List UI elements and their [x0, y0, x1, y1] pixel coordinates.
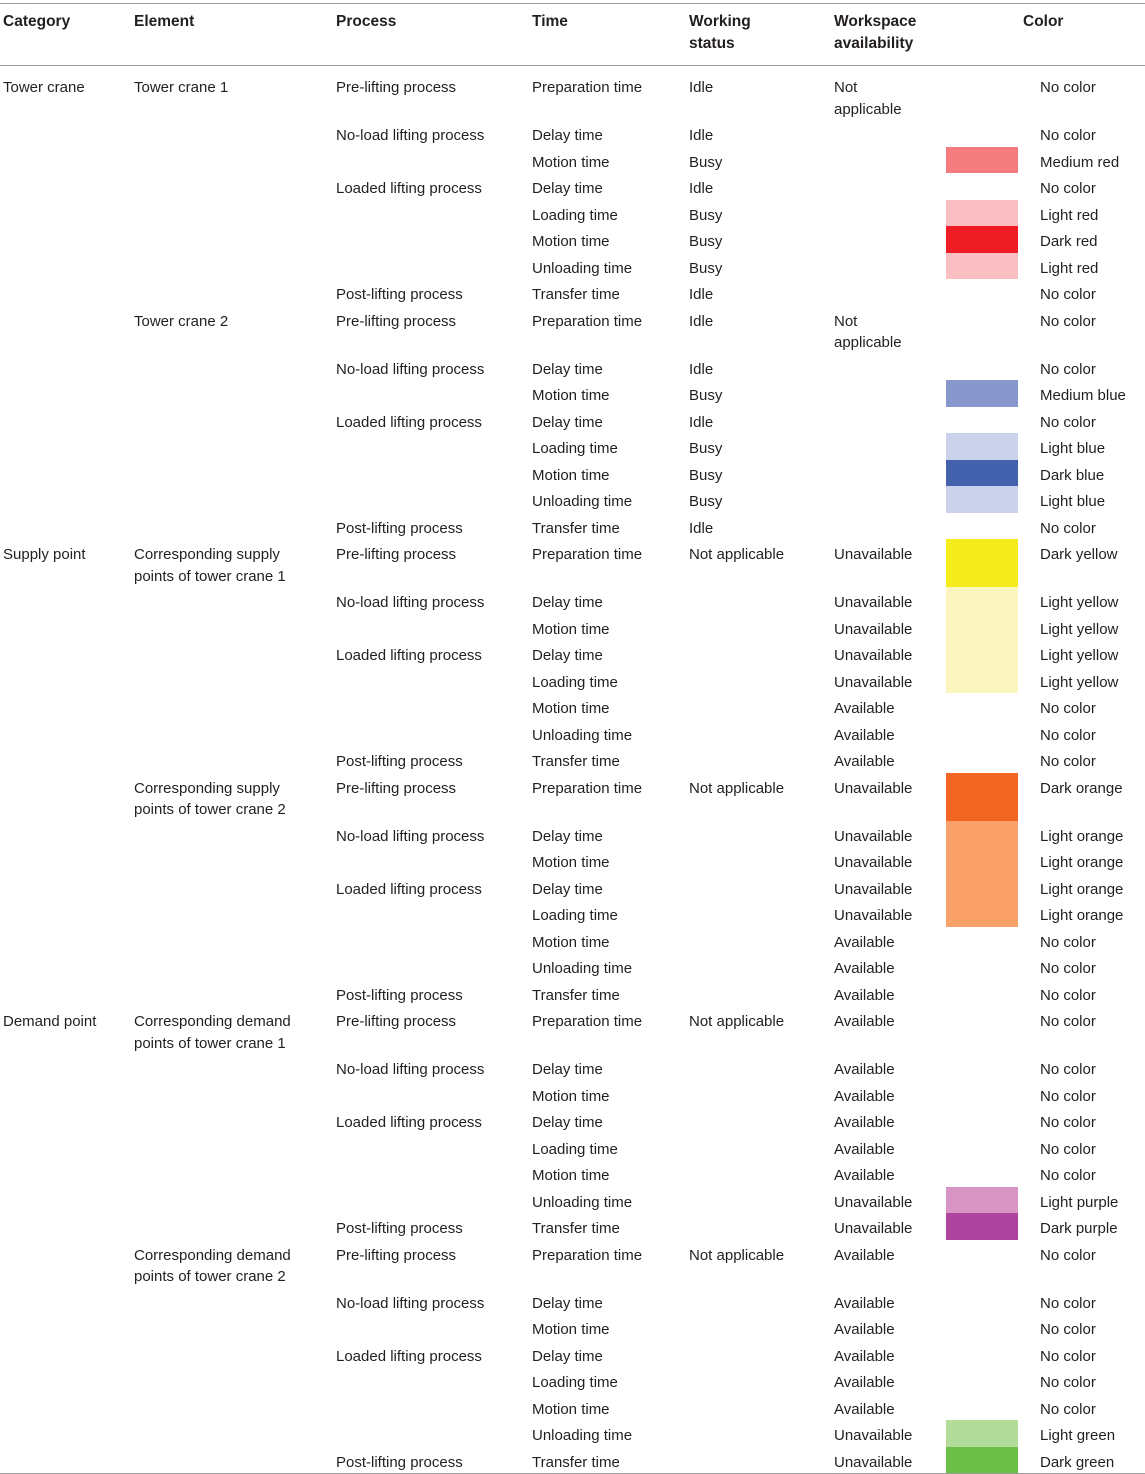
- cell-workspace-availability: applicable: [834, 334, 902, 352]
- cell-workspace-availability: Unavailable: [834, 673, 913, 691]
- table-top-rule: [0, 3, 1145, 4]
- cell-workspace-availability: Unavailable: [834, 1427, 913, 1444]
- cell-time: Loading time: [532, 907, 618, 924]
- cell-time: Motion time: [532, 153, 610, 171]
- header-time: Time: [532, 13, 568, 30]
- cell-color-name: Light purple: [1040, 1193, 1119, 1211]
- cell-time: Motion time: [532, 1321, 610, 1338]
- cell-workspace-availability: Available: [834, 1167, 895, 1184]
- cell-working-status: Busy: [689, 233, 723, 250]
- cell-color-name: No color: [1040, 1400, 1096, 1418]
- cell-working-status: Idle: [689, 312, 714, 330]
- cell-process: Pre-lifting process: [336, 1013, 457, 1030]
- cell-time: Delay time: [532, 1347, 603, 1365]
- cell-color-name: Medium blue: [1040, 387, 1126, 404]
- header-process: Process: [336, 13, 397, 30]
- cell-workspace-availability: Available: [834, 986, 895, 1004]
- cell-workspace-availability: Unavailable: [834, 1193, 913, 1211]
- cell-color-name: Light yellow: [1040, 673, 1119, 691]
- cell-time: Preparation time: [532, 79, 643, 96]
- cell-element: Corresponding demand: [134, 1246, 291, 1264]
- cell-time: Preparation time: [532, 546, 643, 563]
- cell-time: Delay time: [532, 594, 603, 611]
- cell-color-name: Light green: [1040, 1427, 1116, 1444]
- cell-color-name: Light yellow: [1040, 594, 1119, 611]
- cell-process: No-load lifting process: [336, 1294, 485, 1312]
- cell-workspace-availability: Unavailable: [834, 546, 913, 563]
- cell-element: points of tower crane 1: [134, 567, 286, 585]
- cell-color-name: No color: [1040, 127, 1096, 144]
- cell-color-name: No color: [1040, 312, 1096, 330]
- cell-category: Demand point: [3, 1013, 97, 1030]
- cell-working-status: Busy: [689, 387, 723, 404]
- cell-working-status: Idle: [689, 286, 714, 303]
- color-swatch: [946, 253, 1018, 280]
- cell-working-status: Not applicable: [689, 1246, 785, 1264]
- cell-time: Unloading time: [532, 493, 633, 510]
- cell-process: No-load lifting process: [336, 1061, 485, 1078]
- cell-process: Pre-lifting process: [336, 546, 457, 563]
- cell-color-name: No color: [1040, 1114, 1096, 1131]
- cell-working-status: Busy: [689, 259, 723, 277]
- cell-workspace-availability: Available: [834, 1013, 895, 1030]
- color-swatch: [946, 433, 1018, 460]
- cell-time: Transfer time: [532, 519, 620, 537]
- cell-process: Pre-lifting process: [336, 779, 457, 797]
- cell-time: Motion time: [532, 466, 610, 484]
- cell-process: No-load lifting process: [336, 827, 485, 845]
- cell-process: Loaded lifting process: [336, 880, 482, 898]
- cell-color-name: Light orange: [1040, 854, 1124, 871]
- cell-process: Pre-lifting process: [336, 312, 457, 330]
- color-swatch: [946, 460, 1018, 487]
- cell-working-status: Idle: [689, 79, 714, 96]
- cell-color-name: No color: [1040, 413, 1096, 431]
- cell-color-name: No color: [1040, 1374, 1096, 1391]
- cell-time: Delay time: [532, 180, 603, 197]
- cell-process: Post-lifting process: [336, 286, 463, 303]
- cell-time: Delay time: [532, 1294, 603, 1312]
- cell-workspace-availability: Available: [834, 1246, 895, 1264]
- cell-process: No-load lifting process: [336, 360, 485, 378]
- cell-color-name: Dark blue: [1040, 466, 1105, 484]
- cell-workspace-availability: Unavailable: [834, 880, 913, 898]
- cell-time: Transfer time: [532, 1220, 620, 1237]
- cell-color-name: No color: [1040, 360, 1096, 378]
- cell-time: Loading time: [532, 206, 618, 224]
- cell-working-status: Not applicable: [689, 779, 785, 797]
- cell-color-name: Dark red: [1040, 233, 1098, 250]
- cell-workspace-availability: Available: [834, 1087, 895, 1105]
- cell-workspace-availability: Available: [834, 726, 895, 744]
- cell-color-name: No color: [1040, 1347, 1096, 1365]
- cell-workspace-availability: Unavailable: [834, 1453, 913, 1471]
- cell-color-name: Light red: [1040, 206, 1099, 224]
- cell-process: Post-lifting process: [336, 986, 463, 1004]
- cell-time: Preparation time: [532, 1013, 643, 1030]
- color-swatch: [946, 380, 1018, 407]
- cell-workspace-availability: Available: [834, 753, 895, 770]
- cell-color-name: No color: [1040, 1294, 1096, 1312]
- cell-time: Preparation time: [532, 779, 643, 797]
- cell-workspace-availability: Available: [834, 1061, 895, 1078]
- cell-time: Transfer time: [532, 753, 620, 770]
- cell-color-name: Light blue: [1040, 493, 1106, 510]
- cell-workspace-availability: Available: [834, 1114, 895, 1131]
- cell-color-name: Light blue: [1040, 440, 1106, 457]
- cell-category: Tower crane: [3, 79, 85, 96]
- cell-workspace-availability: Available: [834, 1294, 895, 1312]
- cell-time: Transfer time: [532, 286, 620, 303]
- cell-color-name: Light orange: [1040, 907, 1124, 924]
- color-swatch: [946, 773, 1018, 821]
- cell-workspace-availability: Unavailable: [834, 827, 913, 845]
- cell-element: points of tower crane 2: [134, 1268, 286, 1286]
- cell-working-status: Idle: [689, 519, 714, 537]
- cell-workspace-availability: Unavailable: [834, 854, 913, 871]
- cell-workspace-availability: Available: [834, 960, 895, 977]
- cell-time: Transfer time: [532, 1453, 620, 1471]
- cell-working-status: Busy: [689, 440, 723, 457]
- cell-color-name: No color: [1040, 1246, 1096, 1264]
- cell-working-status: Busy: [689, 153, 723, 171]
- cell-time: Delay time: [532, 127, 603, 144]
- cell-time: Delay time: [532, 880, 603, 898]
- cell-time: Loading time: [532, 673, 618, 691]
- cell-color-name: No color: [1040, 1087, 1096, 1105]
- cell-time: Delay time: [532, 1114, 603, 1131]
- cell-time: Loading time: [532, 1374, 618, 1391]
- cell-process: Pre-lifting process: [336, 1246, 457, 1264]
- cell-time: Unloading time: [532, 1427, 633, 1444]
- cell-workspace-availability: Available: [834, 1374, 895, 1391]
- cell-time: Motion time: [532, 1087, 610, 1105]
- cell-element: points of tower crane 1: [134, 1034, 286, 1052]
- cell-process: Post-lifting process: [336, 753, 463, 770]
- header-bottom-rule: [0, 65, 1145, 66]
- cell-workspace-availability: Unavailable: [834, 907, 913, 924]
- cell-time: Motion time: [532, 620, 610, 638]
- cell-color-name: Medium red: [1040, 153, 1120, 171]
- cell-process: Pre-lifting process: [336, 79, 457, 96]
- cell-color-name: Dark green: [1040, 1453, 1115, 1471]
- cell-time: Delay time: [532, 827, 603, 845]
- cell-element: Tower crane 2: [134, 312, 229, 330]
- cell-workspace-availability: Available: [834, 700, 895, 717]
- cell-color-name: No color: [1040, 286, 1096, 303]
- cell-color-name: Light yellow: [1040, 620, 1119, 638]
- cell-workspace-availability: Unavailable: [834, 779, 913, 797]
- color-swatch: [946, 539, 1018, 587]
- cell-color-name: Light orange: [1040, 880, 1124, 898]
- cell-element: Corresponding supply: [134, 779, 280, 797]
- cell-color-name: Light yellow: [1040, 647, 1119, 664]
- cell-workspace-availability: Unavailable: [834, 620, 913, 638]
- cell-element: Tower crane 1: [134, 79, 229, 96]
- cell-category: Supply point: [3, 546, 86, 563]
- color-swatch: [946, 587, 1018, 693]
- color-swatch: [946, 147, 1018, 174]
- cell-color-name: No color: [1040, 986, 1096, 1004]
- cell-color-name: No color: [1040, 1140, 1096, 1158]
- cell-color-name: No color: [1040, 180, 1096, 197]
- cell-time: Delay time: [532, 647, 603, 664]
- cell-time: Delay time: [532, 1061, 603, 1078]
- cell-process: Loaded lifting process: [336, 1114, 482, 1131]
- cell-process: Loaded lifting process: [336, 647, 482, 664]
- color-swatch: [946, 821, 1018, 927]
- color-swatch: [946, 1447, 1018, 1474]
- cell-working-status: Idle: [689, 360, 714, 378]
- cell-color-name: Light orange: [1040, 827, 1124, 845]
- cell-time: Unloading time: [532, 960, 633, 977]
- cell-color-name: Dark purple: [1040, 1220, 1118, 1237]
- cell-workspace-availability: Available: [834, 1347, 895, 1365]
- cell-time: Unloading time: [532, 1193, 633, 1211]
- header-color: Color: [1023, 13, 1064, 30]
- cell-color-name: No color: [1040, 1167, 1096, 1184]
- cell-working-status: Idle: [689, 413, 714, 431]
- cell-workspace-availability: Available: [834, 1140, 895, 1158]
- color-swatch: [946, 200, 1018, 227]
- cell-process: Post-lifting process: [336, 1220, 463, 1237]
- cell-time: Preparation time: [532, 312, 643, 330]
- cell-element: Corresponding demand: [134, 1013, 291, 1030]
- cell-color-name: Dark orange: [1040, 779, 1123, 797]
- cell-time: Motion time: [532, 1167, 610, 1184]
- cell-workspace-availability: Unavailable: [834, 647, 913, 664]
- color-swatch: [946, 486, 1018, 513]
- cell-time: Delay time: [532, 360, 603, 378]
- header-working-status-line2: status: [689, 35, 735, 52]
- cell-time: Motion time: [532, 233, 610, 250]
- cell-workspace-availability: Not: [834, 79, 858, 96]
- cell-working-status: Busy: [689, 493, 723, 510]
- cell-color-name: Light red: [1040, 259, 1099, 277]
- cell-element: Corresponding supply: [134, 546, 280, 563]
- cell-color-name: Dark yellow: [1040, 546, 1118, 563]
- cell-working-status: Not applicable: [689, 546, 785, 563]
- color-swatch: [946, 226, 1018, 253]
- cell-time: Unloading time: [532, 259, 633, 277]
- cell-color-name: No color: [1040, 960, 1096, 977]
- cell-color-name: No color: [1040, 1061, 1096, 1078]
- cell-workspace-availability: Unavailable: [834, 594, 913, 611]
- cell-color-name: No color: [1040, 79, 1096, 96]
- cell-workspace-availability: applicable: [834, 100, 902, 118]
- header-element: Element: [134, 13, 195, 30]
- cell-time: Transfer time: [532, 986, 620, 1004]
- cell-process: Loaded lifting process: [336, 413, 482, 431]
- cell-working-status: Idle: [689, 127, 714, 144]
- cell-color-name: No color: [1040, 1013, 1096, 1030]
- cell-process: Post-lifting process: [336, 1453, 463, 1471]
- cell-color-name: No color: [1040, 726, 1096, 744]
- cell-workspace-availability: Available: [834, 933, 895, 951]
- cell-workspace-availability: Unavailable: [834, 1220, 913, 1237]
- cell-process: Loaded lifting process: [336, 180, 482, 197]
- cell-process: Post-lifting process: [336, 519, 463, 537]
- cell-time: Motion time: [532, 387, 610, 404]
- header-workspace-availability-line2: availability: [834, 35, 914, 52]
- cell-time: Preparation time: [532, 1246, 643, 1264]
- header-category: Category: [3, 13, 71, 30]
- color-swatch: [946, 1213, 1018, 1240]
- cell-process: No-load lifting process: [336, 127, 485, 144]
- cell-time: Motion time: [532, 1400, 610, 1418]
- cell-time: Motion time: [532, 700, 610, 717]
- cell-working-status: Idle: [689, 180, 714, 197]
- color-swatch: [946, 1420, 1018, 1447]
- cell-color-name: No color: [1040, 933, 1096, 951]
- cell-element: points of tower crane 2: [134, 801, 286, 819]
- cell-time: Loading time: [532, 1140, 618, 1158]
- cell-working-status: Not applicable: [689, 1013, 785, 1030]
- cell-color-name: No color: [1040, 519, 1096, 537]
- cell-workspace-availability: Not: [834, 312, 858, 330]
- cell-time: Motion time: [532, 854, 610, 871]
- cell-process: Loaded lifting process: [336, 1347, 482, 1365]
- cell-color-name: No color: [1040, 1321, 1096, 1338]
- cell-workspace-availability: Available: [834, 1400, 895, 1418]
- cell-time: Motion time: [532, 933, 610, 951]
- color-swatch: [946, 1187, 1018, 1214]
- cell-time: Unloading time: [532, 726, 633, 744]
- cell-process: No-load lifting process: [336, 594, 485, 611]
- header-workspace-availability-line1: Workspace: [834, 13, 917, 30]
- cell-color-name: No color: [1040, 753, 1096, 770]
- header-working-status-line1: Working: [689, 13, 751, 30]
- cell-time: Loading time: [532, 440, 618, 457]
- cell-workspace-availability: Available: [834, 1321, 895, 1338]
- cell-working-status: Busy: [689, 466, 723, 484]
- cell-time: Delay time: [532, 413, 603, 431]
- cell-color-name: No color: [1040, 700, 1096, 717]
- cell-working-status: Busy: [689, 206, 723, 224]
